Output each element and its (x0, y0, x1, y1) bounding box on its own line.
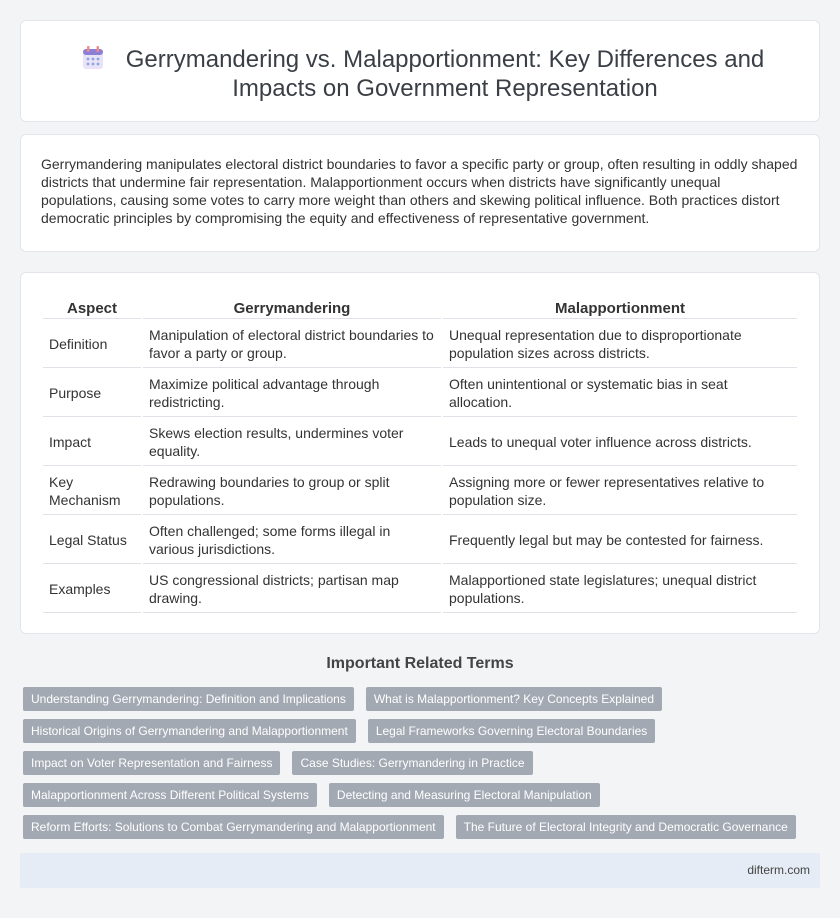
row-aspect: Impact (43, 419, 141, 466)
tag-row (23, 751, 823, 775)
table-row (43, 370, 797, 417)
comparison-table (41, 293, 799, 615)
row-aspect: Key Mechanism (43, 468, 141, 515)
row-gerrymandering: Maximize political advantage through redistricting. (143, 370, 441, 417)
footer (20, 853, 820, 888)
table-row (43, 566, 797, 613)
table-header-row (43, 295, 797, 319)
header-gerrymandering: Gerrymandering (143, 295, 441, 319)
row-malapportionment: Often unintentional or systematic bias in seat allocation. (443, 370, 797, 417)
related-term-link[interactable]: Historical Origins of Gerrymandering and Malapportionment (23, 719, 356, 743)
row-gerrymandering: Redrawing boundaries to group or split populations. (143, 468, 441, 515)
header-aspect: Aspect (43, 295, 141, 319)
tag-row (23, 815, 823, 839)
related-term-link[interactable]: Malapportionment Across Different Political Systems (23, 783, 317, 807)
row-aspect: Purpose (43, 370, 141, 417)
intro-paragraph: Gerrymandering manipulates electoral district boundaries to favor a specific party or group, often resulting in oddly shaped districts that undermine fair representation. Malapportionment occurs when districts have significantly unequal populations, causing some votes to carry more weight than others and skewing political influence. Both practices distort democratic principles by compromising the equity and effectiveness of representative government. (41, 156, 798, 226)
row-gerrymandering: US congressional districts; partisan map drawing. (143, 566, 441, 613)
tag-row (23, 783, 823, 807)
intro-card (20, 134, 820, 252)
table-row (43, 321, 797, 368)
row-gerrymandering: Skews election results, undermines voter equality. (143, 419, 441, 466)
row-gerrymandering: Often challenged; some forms illegal in various jurisdictions. (143, 517, 441, 564)
row-aspect: Definition (43, 321, 141, 368)
site-link[interactable]: difterm.com (747, 863, 810, 877)
table-row (43, 419, 797, 466)
row-malapportionment: Frequently legal but may be contested for fairness. (443, 517, 797, 564)
row-malapportionment: Unequal representation due to disproportionate population sizes across districts. (443, 321, 797, 368)
related-term-link[interactable]: Case Studies: Gerrymandering in Practice (292, 751, 532, 775)
row-malapportionment: Assigning more or fewer representatives relative to population size. (443, 468, 797, 515)
tag-row (23, 719, 823, 743)
table-row (43, 517, 797, 564)
tag-row (23, 687, 823, 711)
title-card (20, 20, 820, 122)
page-title: Gerrymandering vs. Malapportionment: Key Differences and Impacts on Government Representation (125, 46, 765, 102)
header-malapportionment: Malapportionment (443, 295, 797, 319)
related-term-link[interactable]: Impact on Voter Representation and Fairness (23, 751, 280, 775)
row-aspect: Examples (43, 566, 141, 613)
related-terms-heading: Important Related Terms (326, 655, 514, 672)
row-aspect: Legal Status (43, 517, 141, 564)
related-term-link[interactable]: Detecting and Measuring Electoral Manipulation (329, 783, 600, 807)
related-term-link[interactable]: Reform Efforts: Solutions to Combat Gerrymandering and Malapportionment (23, 815, 444, 839)
related-term-link[interactable]: What is Malapportionment? Key Concepts Explained (366, 687, 662, 711)
related-term-link[interactable]: The Future of Electoral Integrity and Democratic Governance (456, 815, 796, 839)
row-malapportionment: Leads to unequal voter influence across districts. (443, 419, 797, 466)
comparison-card (20, 272, 820, 634)
related-term-link[interactable]: Legal Frameworks Governing Electoral Boundaries (368, 719, 655, 743)
related-term-link[interactable]: Understanding Gerrymandering: Definition and Implications (23, 687, 354, 711)
row-malapportionment: Malapportioned state legislatures; unequal district populations. (443, 566, 797, 613)
row-gerrymandering: Manipulation of electoral district boundaries to favor a party or group. (143, 321, 441, 368)
related-terms-list (23, 687, 823, 847)
table-row (43, 468, 797, 515)
